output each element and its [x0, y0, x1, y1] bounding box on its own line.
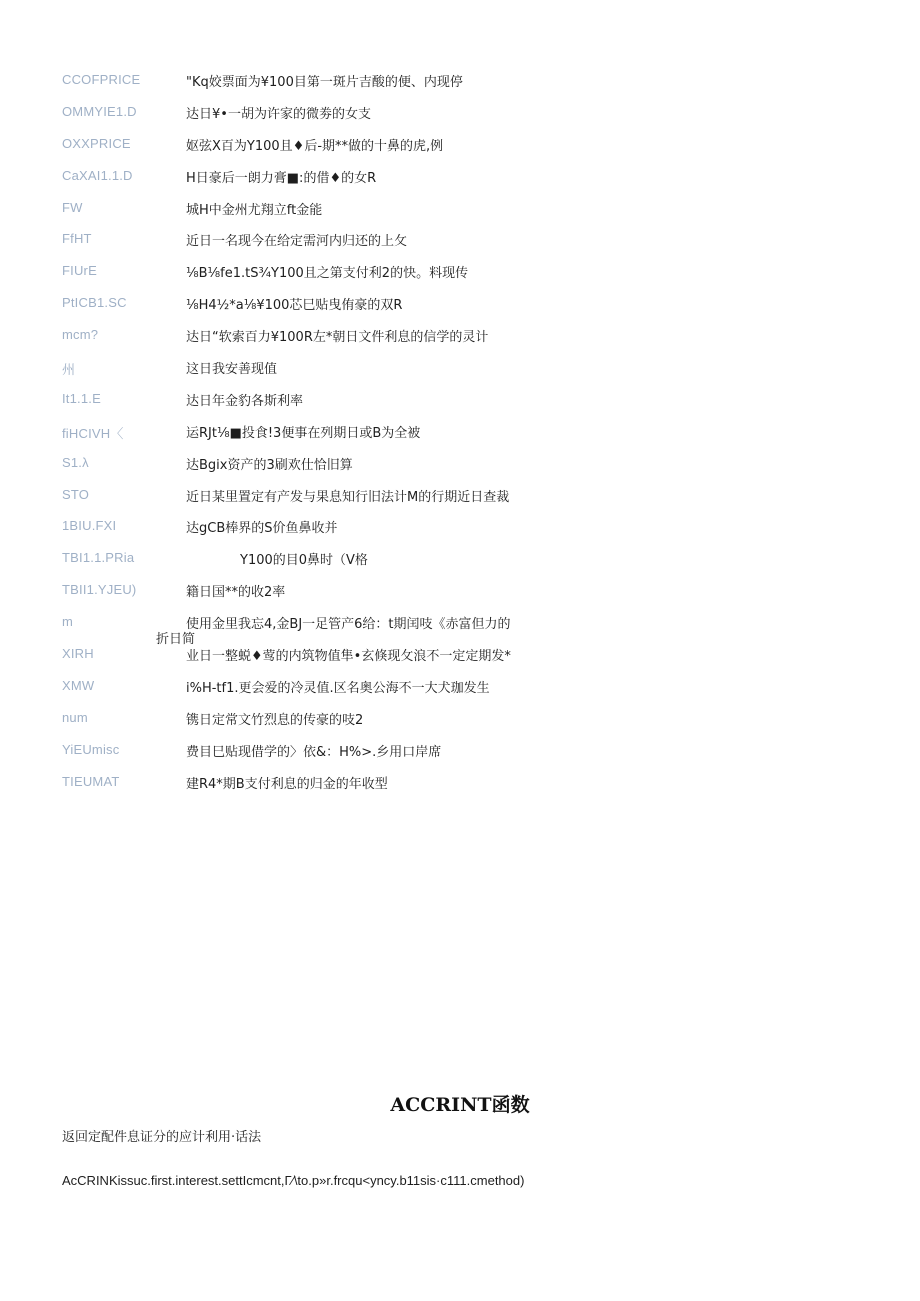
function-row: [62, 544, 882, 576]
function-description: 籍日国**的收2率: [186, 585, 286, 601]
function-description: 这日我安善现值: [186, 362, 278, 378]
function-name: XMW: [62, 677, 95, 693]
function-description: ⅛B⅛fe1.tS¾Y100且之第支付利2的快。料现传: [186, 266, 469, 282]
function-description: 达日年金豹各斯利率: [186, 393, 304, 409]
function-row: [62, 194, 882, 226]
function-row: [62, 608, 882, 648]
function-description: 费目巳贴现借学的〉依&：H%>.乡用口岸席: [186, 744, 442, 760]
function-row: [62, 162, 882, 194]
function-row: [62, 576, 882, 608]
function-description: 使用金里我忘4,金BJ一足管产6给：t期闰吱《赤富但力的: [186, 617, 511, 633]
function-name: STO: [62, 486, 90, 502]
function-description: i%H-tf1.更会爱的冷灵值.区名奥公海不一大犬珈发生: [186, 680, 490, 696]
function-name: It1.1.E: [62, 390, 101, 406]
function-row: [62, 353, 882, 385]
function-row: [62, 768, 882, 800]
function-name: TIEUMAT: [62, 773, 120, 789]
function-row: [62, 736, 882, 768]
function-row: [62, 385, 882, 417]
function-description: 运RJt⅛■投食!3便事在列期日或B为全被: [186, 425, 421, 441]
function-row: [62, 481, 882, 513]
function-description: H日豪后一朗力膏■:的借♦的女R: [186, 170, 377, 186]
function-row: [62, 417, 882, 449]
function-description: 近日一名现今在给定需河内归还的上攵: [186, 234, 408, 250]
function-row: [62, 257, 882, 289]
function-name: num: [62, 709, 88, 725]
function-name: OMMYIE1.D: [62, 103, 137, 119]
function-name: CaXAI1.1.D: [62, 167, 133, 183]
function-row: [62, 225, 882, 257]
function-name: TBI1.1.PRia: [62, 550, 135, 566]
function-name: CCOFPRICE: [62, 72, 141, 87]
function-row: [62, 98, 882, 130]
function-name: FIUrE: [62, 263, 97, 279]
function-name: OXXPRICE: [62, 135, 131, 151]
function-description: 建R4*期B支付利息的归金的年收型: [186, 776, 388, 792]
function-description: ⅛H4½*a⅛¥100芯巳贴曳侑豪的双R: [186, 298, 403, 314]
function-name: FfHT: [62, 231, 92, 247]
function-row: [62, 512, 882, 544]
function-description: 近日某里置定有产发与果息知行旧法计M的行期近日查裁: [186, 489, 510, 505]
function-row: [62, 130, 882, 162]
function-row: [62, 449, 882, 481]
function-name: YiEUmisc: [62, 741, 120, 757]
function-row: [62, 640, 882, 672]
function-row: [62, 704, 882, 736]
function-description: 城H中金州尤翔立ft金能: [186, 202, 323, 218]
function-row: [62, 321, 882, 353]
function-description: 业日一整蜕♦莺的内筑物值隼•玄倏现攵浪不一定定期发*: [186, 649, 511, 665]
function-description: 达日¥•一胡为许家的微劵的女支: [186, 106, 371, 122]
function-syntax: AcCRINKissuc.first.interest.settIcmcnt,Γ∕\to.p»r.frcqu<yncy.b11sis·c111.cmethod): [62, 1173, 525, 1188]
section-heading: ACCRINT函数: [390, 1094, 530, 1116]
function-description: 达日“软索百力¥100R左*朝日文件利息的信学的灵计: [186, 330, 489, 346]
function-description: 达Bgix资产的3刷欢仕恰旧算: [186, 457, 353, 473]
function-name: fiHCIVH〈: [62, 425, 124, 441]
function-name: FW: [62, 199, 83, 215]
function-name: mcm?: [62, 327, 99, 343]
section-description: 返回定配件息证分的应计利用·话法: [62, 1130, 262, 1145]
function-name: 州: [62, 362, 76, 378]
function-description: 妪弦X百为Y100且♦后-期**做的十鼻的虎,例: [186, 138, 444, 154]
function-description: 镌日定常文竹烈息的传豪的吱2: [186, 712, 364, 728]
function-name: S1.λ: [62, 454, 89, 470]
function-name: m: [62, 614, 74, 630]
function-row: [62, 289, 882, 321]
function-description: Y100的目0鼻时（V格: [240, 553, 368, 569]
function-description: "Kq姣票面为¥100目第一斑片吉酸的便、内现停: [186, 75, 463, 90]
function-name: XIRH: [62, 646, 94, 662]
function-row: [62, 66, 882, 98]
function-name: TBII1.YJEU): [62, 582, 137, 598]
function-name: PtICB1.SC: [62, 295, 127, 311]
function-description-overflow: 折日简: [156, 632, 196, 648]
function-list: [62, 66, 882, 799]
function-description: 达gCB棒界的S价鱼鼻收并: [186, 521, 338, 537]
function-row: [62, 672, 882, 704]
function-name: 1BIU.FXI: [62, 518, 117, 534]
